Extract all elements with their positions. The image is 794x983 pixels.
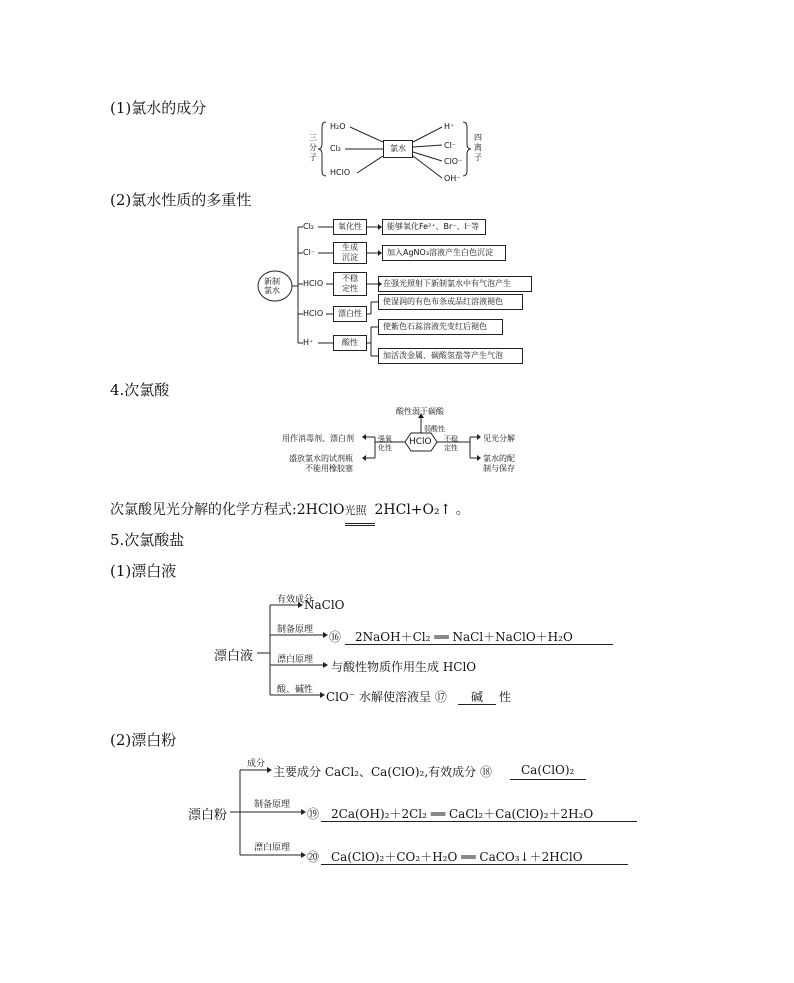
bl-content-acidity: ClO⁻ 水解使溶液呈 ⑰ xyxy=(326,690,447,704)
ion-cl: Cl⁻ xyxy=(444,141,457,150)
bp-underline-19 xyxy=(321,821,637,822)
bp-underline-18 xyxy=(510,779,586,780)
hclo-center: HClO xyxy=(409,437,432,447)
equation-prefix: 次氯酸见光分解的化学方程式:2HClO xyxy=(110,502,345,518)
bp-label-composition: 成分 xyxy=(247,759,266,769)
heading-hypochlorite: 5.次氯酸盐 xyxy=(110,531,185,549)
bl-label-acidity: 酸、碱性 xyxy=(277,685,314,695)
desc-acidic: 使紫色石蕊溶液先变红后褪色 xyxy=(378,319,503,335)
heading-chlorine-water-components: (1)氯水的成分 xyxy=(110,99,207,117)
four-ions-label: 四 离 子 xyxy=(474,133,482,162)
bp-label-bleaching: 漂白原理 xyxy=(254,843,291,853)
desc-oxidizing: 能够氧化Fe²⁺、Br⁻、I⁻等 xyxy=(382,219,486,235)
heading-multiple-properties: (2)氯水性质的多重性 xyxy=(110,191,252,209)
desc-bleaching: 使湿润的有色布条或品红溶液褪色 xyxy=(378,294,523,310)
fresh-chlorine-water-node: 新制 氯水 xyxy=(264,277,280,295)
species-row-2: Cl⁻ xyxy=(303,248,316,257)
molecule-cl2: Cl₂ xyxy=(330,144,342,153)
prop-acidic: 酸性 xyxy=(333,335,367,351)
bp-label-preparation: 制备原理 xyxy=(254,800,291,810)
species-row-4: HClO xyxy=(303,309,324,318)
prop-unstable: 不稳 定性 xyxy=(333,272,367,296)
bp-content-bleaching: Ca(ClO)₂＋CO₂＋H₂O ══ CaCO₃↓＋2HClO xyxy=(331,850,583,864)
ion-oh: OH⁻ xyxy=(444,174,461,183)
bl-content-effective: NaClO xyxy=(304,598,345,612)
weaker-than-carbonic-text: 酸性弱于碳酸 xyxy=(396,407,444,416)
bl-content-preparation: 2NaOH＋Cl₂ ══ NaCl＋NaClO＋H₂O xyxy=(355,630,573,644)
prop-bleaching: 漂白性 xyxy=(333,306,367,322)
bp-num-19: ⑲ xyxy=(307,807,320,821)
bl-label-effective: 有效成分 xyxy=(277,595,314,605)
equation-suffix: 2HCl+O₂↑ 。 xyxy=(374,502,470,518)
strong-oxidizing-label: 强氧 化性 xyxy=(378,435,392,452)
prop-oxidizing: 氧化性 xyxy=(333,219,367,235)
ion-clo: ClO⁻ xyxy=(444,157,463,166)
bl-content-bleaching: 与酸性物质作用生成 HClO xyxy=(331,660,477,674)
bp-content-preparation: 2Ca(OH)₂＋2Cl₂ ══ CaCl₂＋Ca(ClO)₂＋2H₂O xyxy=(331,807,594,821)
bp-num-20: ⑳ xyxy=(307,850,320,864)
bleach-powder-root: 漂白粉 xyxy=(188,808,228,823)
no-rubber-stopper-text: 盛放氯水的试剂瓶 不能用橡胶塞 xyxy=(289,454,353,473)
bl-answer-17: 碱 xyxy=(471,690,484,704)
ion-h: H⁺ xyxy=(444,122,455,131)
bl-suffix: 性 xyxy=(499,690,512,704)
species-row-3: HClO xyxy=(303,279,324,288)
species-row-1: Cl₂ xyxy=(303,222,315,231)
chlorine-water-box: 氯水 xyxy=(383,140,413,158)
equation-condition: 光照 xyxy=(344,504,367,517)
three-molecules-label: 三 分 子 xyxy=(309,133,317,162)
light-decomposition-text: 见光分解 xyxy=(483,434,515,443)
heading-hypochlorous-acid: 4.次氯酸 xyxy=(110,381,170,399)
unstable-label: 不稳 定性 xyxy=(444,435,458,452)
weak-acidity-label: 弱酸性 xyxy=(424,425,445,433)
molecule-hclo: HClO xyxy=(330,168,351,177)
molecule-h2o: H₂O xyxy=(330,122,346,131)
desc-precipitate: 加入AgNO₃溶液产生白色沉淀 xyxy=(382,245,506,261)
heading-bleach-powder: (2)漂白粉 xyxy=(110,731,177,749)
disinfectant-bleach-text: 用作消毒剂、漂白剂 xyxy=(282,434,354,443)
bl-label-preparation: 制备原理 xyxy=(277,625,314,635)
desc-gas-bubbles: 加活泼金属、碳酸氢盐等产生气泡 xyxy=(378,348,523,364)
preparation-storage-text: 氯水的配 制与保存 xyxy=(483,454,515,473)
species-row-5: H⁺ xyxy=(303,338,314,347)
bp-answer-18: Ca(ClO)₂ xyxy=(521,763,575,777)
heading-bleach-liquid: (1)漂白液 xyxy=(110,562,177,580)
bleach-liquid-root: 漂白液 xyxy=(214,649,254,664)
bl-label-bleaching: 漂白原理 xyxy=(277,655,314,665)
desc-unstable: 在强光照射下新制氯水中有气泡产生 xyxy=(378,276,532,292)
prop-precipitate: 生成 沉淀 xyxy=(333,242,367,264)
bp-content-composition: 主要成分 CaCl₂、Ca(ClO)₂,有效成分 ⑱ xyxy=(273,765,492,779)
bp-underline-20 xyxy=(321,864,628,865)
bl-num-16: ⑯ xyxy=(329,630,342,644)
